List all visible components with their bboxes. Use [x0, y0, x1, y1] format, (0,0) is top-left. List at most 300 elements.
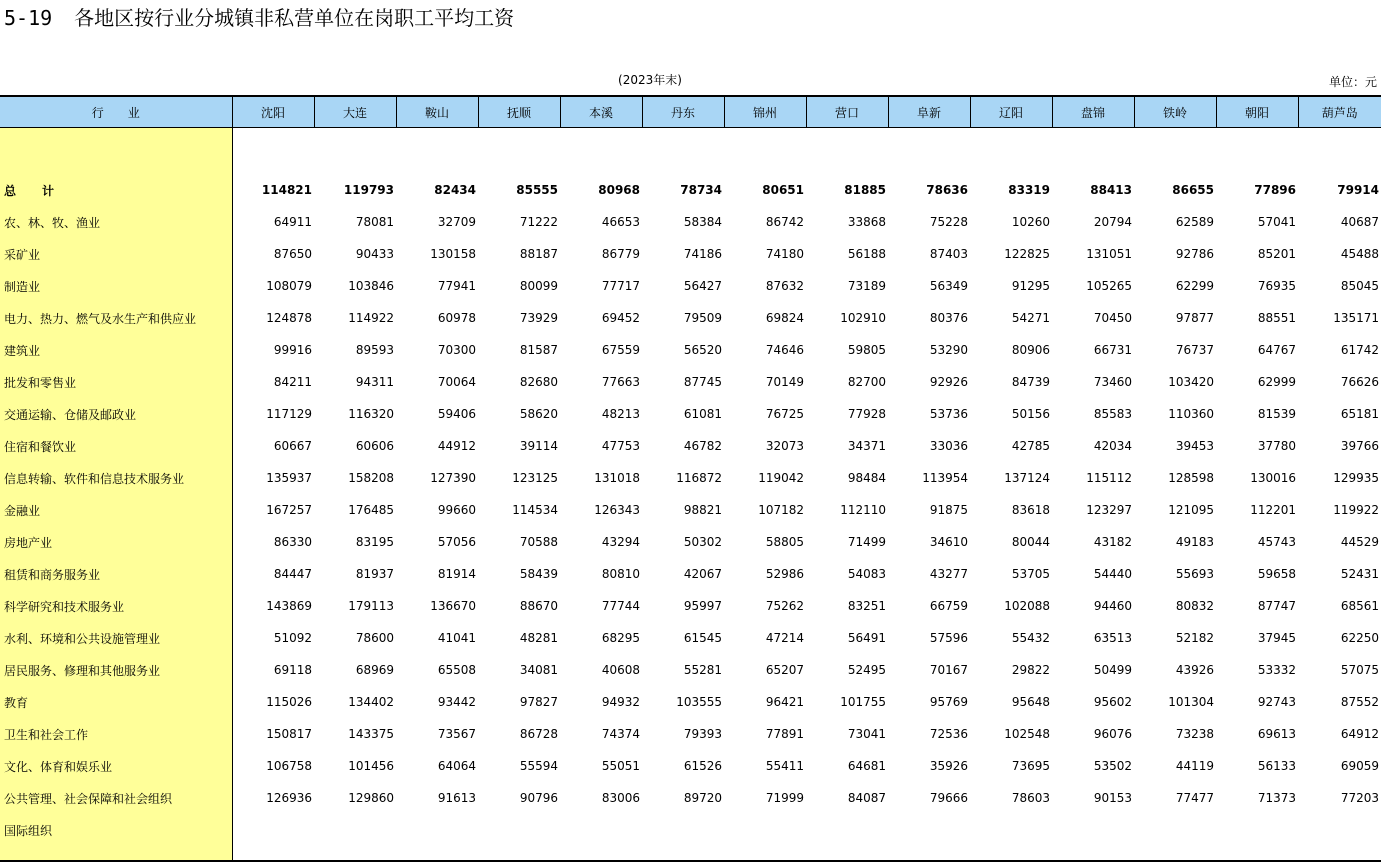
wage-cell: 75262	[765, 599, 804, 613]
wage-cell: 74374	[601, 727, 640, 741]
wage-cell: 80906	[1011, 343, 1050, 357]
wage-cell: 112201	[1250, 503, 1296, 517]
wage-cell: 47214	[765, 631, 804, 645]
industry-label	[0, 238, 232, 270]
wage-cell: 64767	[1257, 343, 1296, 357]
wage-cell: 102548	[1004, 727, 1050, 741]
wage-cell: 107182	[758, 503, 804, 517]
wage-cell: 122825	[1004, 247, 1050, 261]
wage-cell: 103555	[676, 695, 722, 709]
wage-cell: 77928	[847, 407, 886, 421]
wage-cell: 52182	[1175, 631, 1214, 645]
industry-label	[0, 398, 232, 430]
wage-cell: 124878	[266, 311, 312, 325]
wage-cell: 69824	[765, 311, 804, 325]
industry-label-text: 科学研究和技术服务业	[4, 599, 125, 614]
wage-cell: 40608	[601, 663, 640, 677]
wage-cell: 158208	[348, 471, 394, 485]
industry-label-text: 总计	[4, 183, 81, 198]
wage-cell: 91613	[437, 791, 476, 805]
wage-cell: 126936	[266, 791, 312, 805]
wage-cell: 83251	[847, 599, 886, 613]
table-row	[0, 302, 1381, 334]
industry-label	[0, 174, 232, 206]
wage-cell: 85045	[1340, 279, 1379, 293]
wage-cell: 135937	[266, 471, 312, 485]
wage-cell: 91295	[1011, 279, 1050, 293]
city-column-header: 葫芦岛	[1298, 96, 1381, 128]
wage-cell: 47753	[601, 439, 640, 453]
wage-cell: 50302	[683, 535, 722, 549]
wage-cell: 81937	[355, 567, 394, 581]
wage-cell: 37945	[1257, 631, 1296, 645]
wage-cell: 58439	[519, 567, 558, 581]
wage-cell: 57041	[1257, 215, 1296, 229]
wage-cell: 43277	[929, 567, 968, 581]
wage-cell: 71222	[519, 215, 558, 229]
wage-cell: 61081	[683, 407, 722, 421]
wage-cell: 77203	[1340, 791, 1379, 805]
wage-cell: 77717	[601, 279, 640, 293]
table-row	[0, 430, 1381, 462]
wage-cell: 84211	[273, 375, 312, 389]
industry-label	[0, 686, 232, 718]
wage-cell: 92926	[929, 375, 968, 389]
wage-cell: 88551	[1257, 311, 1296, 325]
wage-cell	[1134, 814, 1216, 846]
wage-cell: 73041	[847, 727, 886, 741]
wage-cell: 71999	[765, 791, 804, 805]
wage-cell: 74186	[683, 247, 722, 261]
wage-cell: 81539	[1257, 407, 1296, 421]
wage-cell: 77896	[1254, 183, 1296, 197]
wage-cell: 44119	[1175, 759, 1214, 773]
table-row	[0, 494, 1381, 526]
wage-cell: 61742	[1340, 343, 1379, 357]
wage-cell: 105265	[1086, 279, 1132, 293]
wage-cell: 53332	[1257, 663, 1296, 677]
wage-cell: 79509	[683, 311, 722, 325]
wage-cell: 99916	[273, 343, 312, 357]
wage-cell: 76626	[1340, 375, 1379, 389]
wage-cell: 65181	[1340, 407, 1379, 421]
industry-label-text: 租赁和商务服务业	[4, 567, 101, 582]
wage-cell: 71499	[847, 535, 886, 549]
wage-cell: 62250	[1340, 631, 1379, 645]
wage-cell: 85583	[1093, 407, 1132, 421]
wage-cell: 35926	[929, 759, 968, 773]
wage-cell: 34610	[929, 535, 968, 549]
table-row	[0, 782, 1381, 814]
industry-label	[0, 526, 232, 558]
wage-cell: 74180	[765, 247, 804, 261]
industry-column-header: 行业	[0, 96, 232, 128]
wage-cell: 53290	[929, 343, 968, 357]
wage-cell: 43294	[601, 535, 640, 549]
wage-cell: 106758	[266, 759, 312, 773]
wage-cell	[1052, 814, 1134, 846]
wage-cell: 94460	[1093, 599, 1132, 613]
wage-cell: 84447	[273, 567, 312, 581]
wage-cell: 81914	[437, 567, 476, 581]
wage-cell: 83319	[1008, 183, 1050, 197]
wage-cell: 55432	[1011, 631, 1050, 645]
wage-cell: 78636	[926, 183, 968, 197]
wage-cell: 78600	[355, 631, 394, 645]
wage-cell: 87745	[683, 375, 722, 389]
industry-label	[0, 782, 232, 814]
wage-cell: 59406	[437, 407, 476, 421]
wage-cell: 42034	[1093, 439, 1132, 453]
industry-label	[0, 366, 232, 398]
wage-cell: 108079	[266, 279, 312, 293]
industry-label-text: 卫生和社会工作	[4, 727, 89, 742]
wage-cell: 82700	[847, 375, 886, 389]
wage-cell: 150817	[266, 727, 312, 741]
wage-cell: 78734	[680, 183, 722, 197]
wage-cell: 65207	[765, 663, 804, 677]
industry-label-text: 农、林、牧、渔业	[4, 215, 101, 230]
wage-cell: 134402	[348, 695, 394, 709]
industry-label	[0, 590, 232, 622]
wage-cell: 115026	[266, 695, 312, 709]
table-row	[0, 686, 1381, 718]
wage-cell: 94932	[601, 695, 640, 709]
wage-cell: 95602	[1093, 695, 1132, 709]
wage-cell: 92743	[1257, 695, 1296, 709]
wage-cell: 81885	[844, 183, 886, 197]
city-column-header: 鞍山	[396, 96, 478, 128]
wage-cell: 167257	[266, 503, 312, 517]
wage-cell: 127390	[430, 471, 476, 485]
wage-cell: 77663	[601, 375, 640, 389]
table-row	[0, 334, 1381, 366]
wage-cell: 103846	[348, 279, 394, 293]
wage-cell: 70064	[437, 375, 476, 389]
wage-cell: 78603	[1011, 791, 1050, 805]
wage-cell: 94311	[355, 375, 394, 389]
wage-cell: 103420	[1168, 375, 1214, 389]
wage-cell: 68561	[1340, 599, 1379, 613]
industry-label	[0, 334, 232, 366]
header-row	[0, 96, 1381, 128]
industry-label	[0, 558, 232, 590]
wage-cell: 88670	[519, 599, 558, 613]
industry-label-text: 公共管理、社会保障和社会组织	[4, 791, 173, 806]
industry-label-text: 居民服务、修理和其他服务业	[4, 663, 161, 678]
wage-cell: 77941	[437, 279, 476, 293]
wage-cell: 57596	[929, 631, 968, 645]
wage-cell	[1298, 814, 1381, 846]
wage-cell: 56520	[683, 343, 722, 357]
wage-cell: 97877	[1175, 311, 1214, 325]
wage-cell: 90796	[519, 791, 558, 805]
wage-cell: 80832	[1175, 599, 1214, 613]
industry-label	[0, 654, 232, 686]
wage-cell: 86728	[519, 727, 558, 741]
wage-cell: 121095	[1168, 503, 1214, 517]
table-row	[0, 814, 1381, 846]
table-row	[0, 526, 1381, 558]
wage-cell: 95648	[1011, 695, 1050, 709]
table-row	[0, 558, 1381, 590]
wage-cell: 88413	[1090, 183, 1132, 197]
wage-cell: 101755	[840, 695, 886, 709]
table-row	[0, 654, 1381, 686]
wage-cell: 56133	[1257, 759, 1296, 773]
wage-cell	[396, 814, 478, 846]
wage-cell: 10260	[1011, 215, 1050, 229]
wage-cell: 80651	[762, 183, 804, 197]
wage-cell: 70450	[1093, 311, 1132, 325]
industry-label-text: 水利、环境和公共设施管理业	[4, 631, 161, 646]
wage-cell: 60978	[437, 311, 476, 325]
wage-cell: 116320	[348, 407, 394, 421]
wage-cell: 114922	[348, 311, 394, 325]
city-column-header: 辽阳	[970, 96, 1052, 128]
wage-cell: 54083	[847, 567, 886, 581]
wage-cell	[314, 814, 396, 846]
wage-cell	[970, 814, 1052, 846]
wage-cell: 57075	[1340, 663, 1379, 677]
wage-cell: 95769	[929, 695, 968, 709]
wage-cell: 53736	[929, 407, 968, 421]
wage-cell: 119922	[1333, 503, 1379, 517]
wage-cell: 135171	[1333, 311, 1379, 325]
wage-cell: 80099	[519, 279, 558, 293]
wage-cell: 58384	[683, 215, 722, 229]
wage-cell: 82434	[434, 183, 476, 197]
wage-cell: 60606	[355, 439, 394, 453]
table-subtitle: (2023年末)	[618, 73, 682, 87]
wage-cell: 41041	[437, 631, 476, 645]
wage-cell: 76737	[1175, 343, 1214, 357]
industry-label-text: 房地产业	[4, 535, 53, 550]
industry-label-text: 批发和零售业	[4, 375, 77, 390]
wage-cell: 64681	[847, 759, 886, 773]
wage-cell: 55051	[601, 759, 640, 773]
spacer-row	[0, 128, 1381, 175]
industry-label-text: 电力、热力、燃气及水生产和供应业	[4, 311, 197, 326]
wage-cell: 110360	[1168, 407, 1214, 421]
wage-cell	[888, 814, 970, 846]
industry-label	[0, 206, 232, 238]
wage-cell: 115112	[1086, 471, 1132, 485]
industry-label	[0, 430, 232, 462]
wage-cell: 49183	[1175, 535, 1214, 549]
wage-cell: 89720	[683, 791, 722, 805]
wage-cell: 91875	[929, 503, 968, 517]
wage-cell: 78081	[355, 215, 394, 229]
table-title-text: 各地区按行业分城镇非私营单位在岗职工平均工资	[74, 6, 515, 30]
wage-cell: 56427	[683, 279, 722, 293]
wage-cell: 68295	[601, 631, 640, 645]
wage-cell: 43182	[1093, 535, 1132, 549]
wage-cell: 46782	[683, 439, 722, 453]
industry-label	[0, 302, 232, 334]
wage-cell: 65508	[437, 663, 476, 677]
wage-cell: 101456	[348, 759, 394, 773]
wage-cell: 54440	[1093, 567, 1132, 581]
wage-cell: 53705	[1011, 567, 1050, 581]
wage-cell: 57056	[437, 535, 476, 549]
unit-label: 单位：元	[1328, 75, 1377, 89]
wage-cell: 33868	[847, 215, 886, 229]
city-column-header: 沈阳	[232, 96, 314, 128]
wage-cell: 54271	[1011, 311, 1050, 325]
wage-cell: 119042	[758, 471, 804, 485]
table-end-row	[0, 846, 1381, 861]
wage-cell: 87632	[765, 279, 804, 293]
wage-cell: 89593	[355, 343, 394, 357]
wage-cell: 86330	[273, 535, 312, 549]
page-title	[4, 6, 514, 30]
industry-label-text: 国际组织	[4, 823, 53, 838]
wage-cell: 69452	[601, 311, 640, 325]
wage-cell: 56349	[929, 279, 968, 293]
wage-cell: 77744	[601, 599, 640, 613]
wage-cell: 77477	[1175, 791, 1214, 805]
wage-cell: 45743	[1257, 535, 1296, 549]
table-row	[0, 238, 1381, 270]
wage-cell: 86655	[1172, 183, 1214, 197]
wage-cell: 64064	[437, 759, 476, 773]
wage-cell: 98821	[683, 503, 722, 517]
industry-label	[0, 462, 232, 494]
wage-cell: 129935	[1333, 471, 1379, 485]
wage-cell: 86742	[765, 215, 804, 229]
wage-cell: 85201	[1257, 247, 1296, 261]
wage-cell: 42067	[683, 567, 722, 581]
wage-cell: 69613	[1257, 727, 1296, 741]
wage-cell: 87552	[1340, 695, 1379, 709]
wage-cell: 45488	[1340, 247, 1379, 261]
wage-cell: 130016	[1250, 471, 1296, 485]
table-row	[0, 462, 1381, 494]
table-row	[0, 270, 1381, 302]
wage-cell: 62299	[1175, 279, 1214, 293]
wage-cell: 116872	[676, 471, 722, 485]
wage-cell: 96421	[765, 695, 804, 709]
wage-cell: 73460	[1093, 375, 1132, 389]
wage-cell: 117129	[266, 407, 312, 421]
wage-cell: 86779	[601, 247, 640, 261]
industry-label-text: 住宿和餐饮业	[4, 439, 77, 454]
wage-cell: 80968	[598, 183, 640, 197]
industry-label-text: 教育	[4, 695, 29, 710]
wage-cell: 62999	[1257, 375, 1296, 389]
industry-label	[0, 622, 232, 654]
wage-cell: 88187	[519, 247, 558, 261]
wage-cell: 119793	[343, 183, 394, 197]
wage-cell: 84087	[847, 791, 886, 805]
industry-label-text: 信息转输、软件和信息技术服务业	[4, 471, 185, 486]
wage-cell: 76935	[1257, 279, 1296, 293]
wage-cell: 80044	[1011, 535, 1050, 549]
wage-cell: 82680	[519, 375, 558, 389]
table-row	[0, 590, 1381, 622]
wage-cell: 81587	[519, 343, 558, 357]
wage-cell: 79393	[683, 727, 722, 741]
wage-cell: 46653	[601, 215, 640, 229]
wage-cell: 61526	[683, 759, 722, 773]
wage-cell: 64912	[1340, 727, 1379, 741]
city-column-header: 本溪	[560, 96, 642, 128]
wage-cell: 176485	[348, 503, 394, 517]
wage-cell: 48213	[601, 407, 640, 421]
wage-cell: 73567	[437, 727, 476, 741]
city-column-header: 铁岭	[1134, 96, 1216, 128]
table-row	[0, 622, 1381, 654]
wage-cell: 34081	[519, 663, 558, 677]
wage-cell: 37780	[1257, 439, 1296, 453]
wage-cell: 70149	[765, 375, 804, 389]
city-column-header: 锦州	[724, 96, 806, 128]
wage-cell: 112110	[840, 503, 886, 517]
wage-cell: 130158	[430, 247, 476, 261]
wage-cell	[478, 814, 560, 846]
wage-cell: 83195	[355, 535, 394, 549]
industry-label-text: 文化、体育和娱乐业	[4, 759, 113, 774]
wage-cell: 69118	[273, 663, 312, 677]
wage-cell: 74646	[765, 343, 804, 357]
wage-cell: 131018	[594, 471, 640, 485]
wage-cell: 90433	[355, 247, 394, 261]
wage-cell: 99660	[437, 503, 476, 517]
wage-cell: 72536	[929, 727, 968, 741]
table-row	[0, 718, 1381, 750]
wage-cell: 87650	[273, 247, 312, 261]
wage-cell: 97827	[519, 695, 558, 709]
wage-cell: 114534	[512, 503, 558, 517]
industry-label	[0, 750, 232, 782]
wage-cell: 70167	[929, 663, 968, 677]
wage-cell: 101304	[1168, 695, 1214, 709]
wage-cell: 63513	[1093, 631, 1132, 645]
wage-cell: 66731	[1093, 343, 1132, 357]
wage-cell: 32709	[437, 215, 476, 229]
wage-cell: 123125	[512, 471, 558, 485]
wage-cell	[642, 814, 724, 846]
wage-cell: 69059	[1340, 759, 1379, 773]
wage-cell: 50499	[1093, 663, 1132, 677]
wage-cell	[1216, 814, 1298, 846]
wage-cell: 143375	[348, 727, 394, 741]
wage-cell: 42785	[1011, 439, 1050, 453]
wage-cell: 70588	[519, 535, 558, 549]
wage-cell: 52986	[765, 567, 804, 581]
wage-cell: 56491	[847, 631, 886, 645]
wage-cell: 87747	[1257, 599, 1296, 613]
wage-cell: 55594	[519, 759, 558, 773]
table-row	[0, 398, 1381, 430]
wage-cell: 32073	[765, 439, 804, 453]
wage-cell: 85555	[516, 183, 558, 197]
industry-label-text: 采矿业	[4, 247, 41, 262]
wage-cell: 92786	[1175, 247, 1214, 261]
wage-cell: 68969	[355, 663, 394, 677]
wage-cell	[560, 814, 642, 846]
wage-cell: 66759	[929, 599, 968, 613]
wage-cell: 51092	[273, 631, 312, 645]
wage-cell: 64911	[273, 215, 312, 229]
wage-cell: 79666	[929, 791, 968, 805]
wage-cell	[724, 814, 806, 846]
wage-cell: 113954	[922, 471, 968, 485]
wage-cell: 131051	[1086, 247, 1132, 261]
wage-cell: 73238	[1175, 727, 1214, 741]
wage-cell: 136670	[430, 599, 476, 613]
